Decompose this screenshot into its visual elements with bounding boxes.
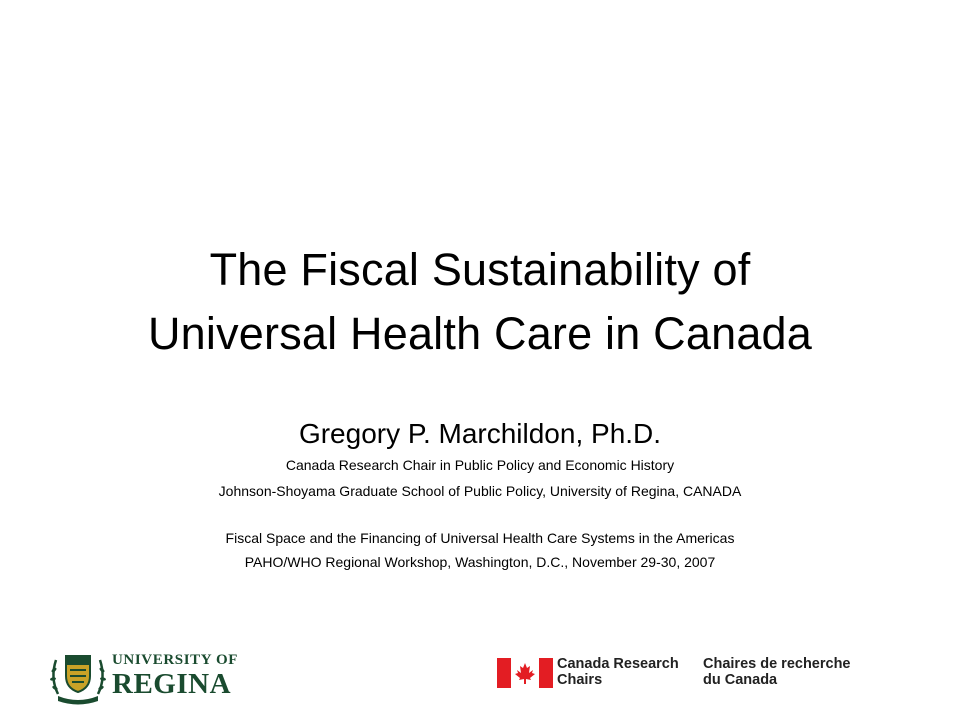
crc-english-name: [557, 656, 679, 688]
event-name: Fiscal Space and the Financing of Universal Health Care Systems in the Americas: [225, 530, 735, 546]
crc-french-name: [703, 656, 851, 688]
regina-line-2: REGINA: [112, 668, 232, 700]
slide-title: [0, 238, 960, 366]
crc-en-line-2: Chairs: [557, 672, 603, 688]
title-line-1: The Fiscal Sustainability of: [209, 244, 751, 295]
author-position: Canada Research Chair in Public Policy and Economic History: [285, 457, 675, 473]
author-name: Gregory P. Marchildon, Ph.D.: [298, 418, 662, 449]
author-affiliation: Johnson-Shoyama Graduate School of Public Policy, University of Regina, CANADA: [218, 483, 742, 499]
canada-flag-icon: [497, 658, 553, 688]
crc-en-line-1: Canada Research: [557, 656, 679, 672]
university-of-regina-logo: [48, 650, 238, 706]
regina-wordmark: [112, 652, 238, 699]
regina-line-1: UNIVERSITY OF: [112, 652, 239, 668]
event-details: PAHO/WHO Regional Workshop, Washington, D.C., November 29-30, 2007: [244, 554, 716, 570]
regina-seal-icon: [48, 650, 108, 706]
canada-research-chairs-logo: [497, 656, 897, 692]
crc-fr-line-2: du Canada: [703, 672, 778, 688]
crc-fr-line-1: Chaires de recherche: [703, 656, 851, 672]
title-line-2: Universal Health Care in Canada: [147, 308, 813, 359]
